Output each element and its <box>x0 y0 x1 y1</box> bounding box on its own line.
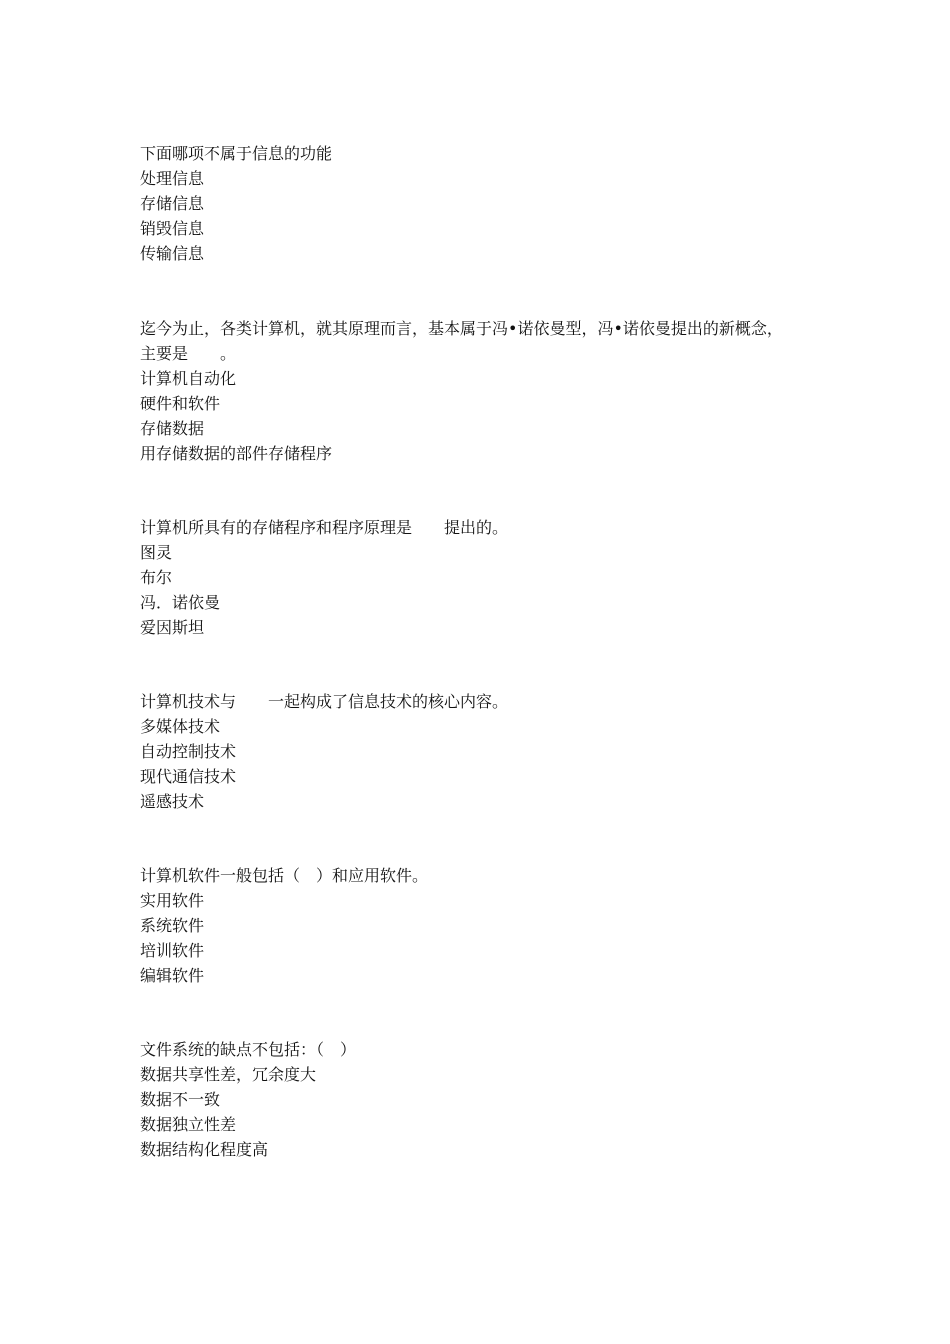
option-a: 数据共享性差，冗余度大 <box>140 1065 317 1084</box>
option-list <box>140 1062 820 1162</box>
question-3 <box>140 515 820 640</box>
option-c: 冯．诺依曼 <box>140 593 221 612</box>
option-d: 编辑软件 <box>140 966 205 985</box>
option-d: 遥感技术 <box>140 792 205 811</box>
question-prompt-line-2: 主要是 。 <box>140 344 237 363</box>
option-list <box>140 714 820 814</box>
option-list <box>140 166 820 266</box>
option-c: 现代通信技术 <box>140 767 237 786</box>
option-list <box>140 366 820 466</box>
question-prompt: 计算机技术与 一起构成了信息技术的核心内容。 <box>140 692 509 711</box>
question-1 <box>140 141 820 266</box>
option-a: 实用软件 <box>140 891 205 910</box>
option-d: 数据结构化程度高 <box>140 1140 269 1159</box>
option-c: 销毁信息 <box>140 219 205 238</box>
question-2 <box>140 316 820 466</box>
question-prompt: 下面哪项不属于信息的功能 <box>140 144 333 163</box>
option-a: 计算机自动化 <box>140 369 237 388</box>
option-c: 存储数据 <box>140 419 205 438</box>
question-prompt-line-1: 迄今为止，各类计算机，就其原理而言，基本属于冯•诺依曼型，冯•诺依曼提出的新概念， <box>140 319 783 338</box>
option-a: 多媒体技术 <box>140 717 221 736</box>
question-prompt: 文件系统的缺点不包括：（ ） <box>140 1040 357 1059</box>
option-a: 处理信息 <box>140 169 205 188</box>
option-b: 自动控制技术 <box>140 742 237 761</box>
option-b: 硬件和软件 <box>140 394 221 413</box>
option-d: 爱因斯坦 <box>140 618 205 637</box>
option-b: 存储信息 <box>140 194 205 213</box>
option-b: 布尔 <box>140 568 173 587</box>
option-c: 数据独立性差 <box>140 1115 237 1134</box>
question-5 <box>140 863 820 988</box>
question-6 <box>140 1037 820 1162</box>
question-prompt: 计算机软件一般包括（ ）和应用软件。 <box>140 866 429 885</box>
option-c: 培训软件 <box>140 941 205 960</box>
option-b: 系统软件 <box>140 916 205 935</box>
option-d: 用存储数据的部件存储程序 <box>140 444 333 463</box>
option-d: 传输信息 <box>140 244 205 263</box>
option-list <box>140 540 820 640</box>
question-4 <box>140 689 820 814</box>
question-prompt: 计算机所具有的存储程序和程序原理是 提出的。 <box>140 518 509 537</box>
option-list <box>140 888 820 988</box>
option-a: 图灵 <box>140 543 173 562</box>
option-b: 数据不一致 <box>140 1090 221 1109</box>
